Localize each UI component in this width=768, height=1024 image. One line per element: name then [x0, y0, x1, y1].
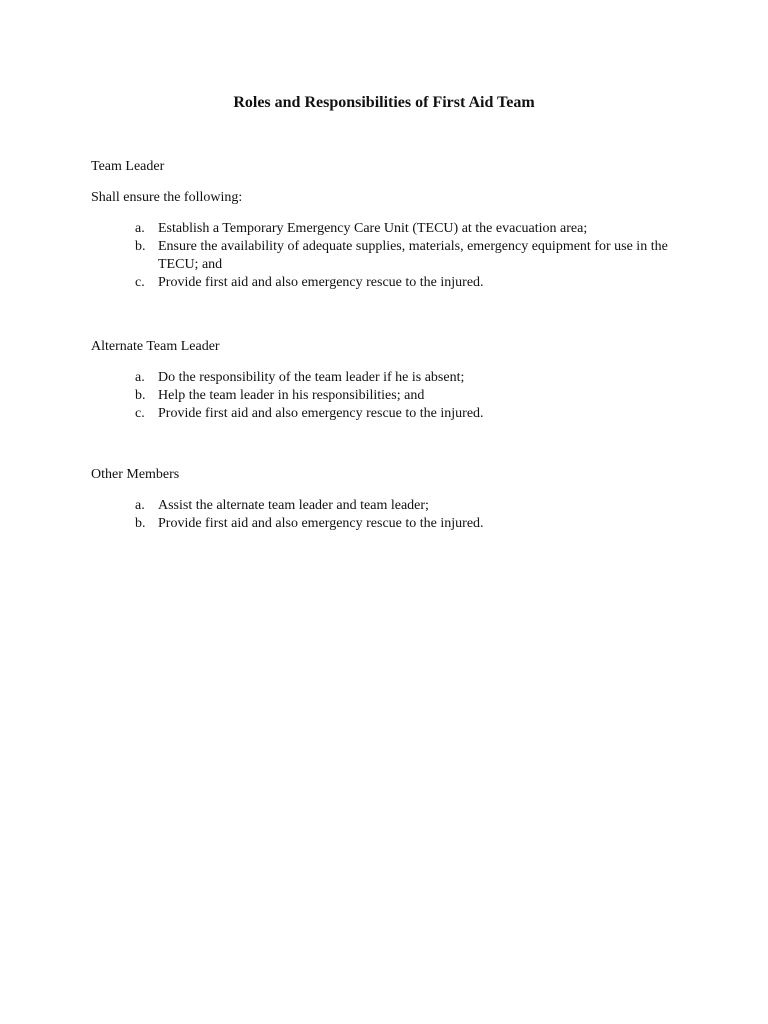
list-marker: c. [135, 275, 145, 290]
list-item [135, 497, 685, 515]
section-heading-other-members: Other Members [91, 467, 180, 482]
list-item-text: Assist the alternate team leader and team leader; [158, 498, 429, 513]
list-item-text: Help the team leader in his responsibilities; and [158, 388, 425, 403]
list-item [135, 405, 685, 423]
list-item-text: Provide first aid and also emergency rescue to the injured. [158, 516, 484, 531]
list-marker: b. [135, 516, 146, 531]
list-marker: c. [135, 406, 145, 421]
list-item [135, 274, 685, 292]
other-members-list [135, 497, 685, 533]
alternate-team-leader-list [135, 369, 685, 423]
document-title: Roles and Responsibilities of First Aid Team [233, 94, 535, 111]
list-item-text: Provide first aid and also emergency rescue to the injured. [158, 275, 484, 290]
section-intro-team-leader: Shall ensure the following: [91, 190, 243, 205]
list-item-text: Provide first aid and also emergency rescue to the injured. [158, 406, 484, 421]
list-marker: a. [135, 221, 145, 236]
list-marker: a. [135, 498, 145, 513]
list-item [135, 238, 685, 274]
list-item-text: Do the responsibility of the team leader if he is absent; [158, 370, 465, 385]
section-heading-team-leader: Team Leader [91, 159, 165, 174]
list-item-text: Establish a Temporary Emergency Care Unit (TECU) at the evacuation area; [158, 221, 588, 236]
list-marker: b. [135, 239, 146, 254]
list-item [135, 220, 685, 238]
list-marker: b. [135, 388, 146, 403]
section-heading-alternate-team-leader: Alternate Team Leader [91, 339, 220, 354]
list-marker: a. [135, 370, 145, 385]
list-item-text: Ensure the availability of adequate supplies, materials, emergency equipment for use in the TECU; and [158, 239, 668, 272]
list-item [135, 515, 685, 533]
list-item [135, 387, 685, 405]
list-item [135, 369, 685, 387]
team-leader-list [135, 220, 685, 292]
